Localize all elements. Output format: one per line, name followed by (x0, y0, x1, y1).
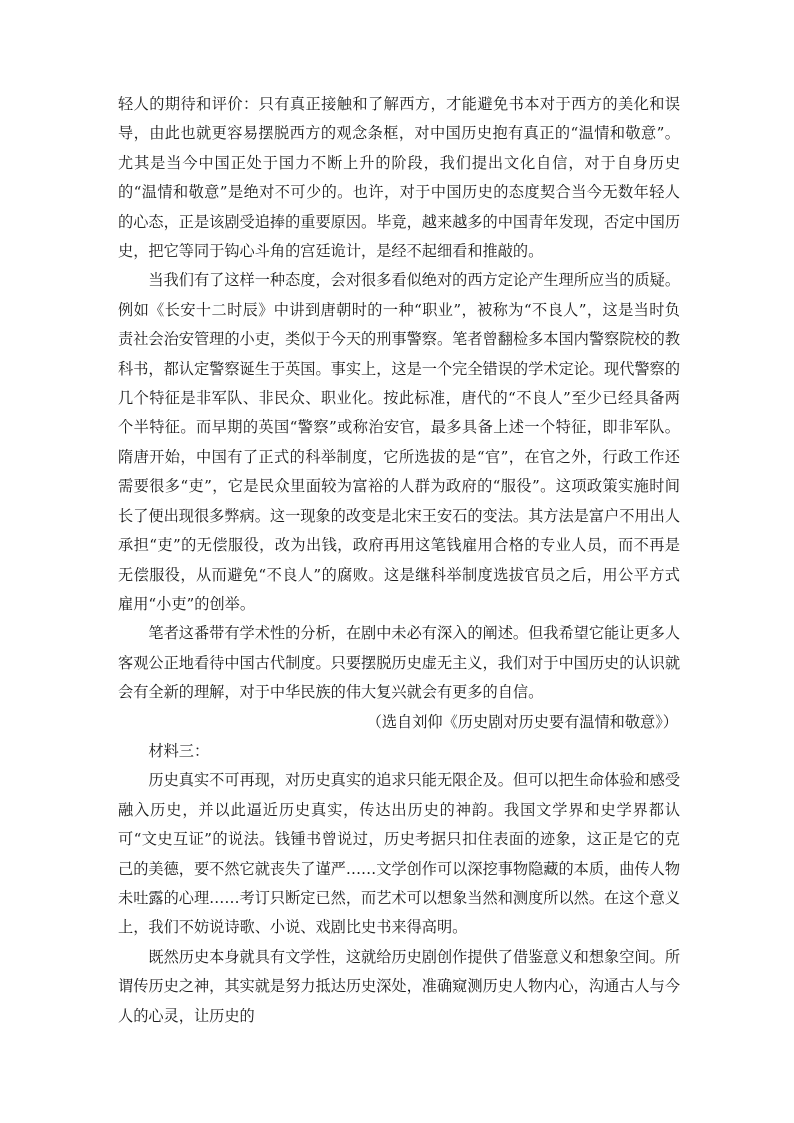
paragraph-1: 轻人的期待和评价：只有真正接触和了解西方，才能避免书本对于西方的美化和误导，由此也就更容易摆脱西方的观念条框，对中国历史抱有真正的“温情和敬意”。尤其是当今中国正处于国力不断上升的阶段，我们提出文化自信，对于自身历史的“温情和敬意”是绝对不可少的。也许，对于中国历史的态度契合当今无数年轻人的心态，正是该剧受追捧的重要原因。毕竟，越来越多的中国青年发现，否定中国历史，把它等同于钩心斗角的宫廷诡计，是经不起细看和推敲的。 (118, 95, 680, 261)
material-paragraph-1: 历史真实不可再现，对历史真实的追求只能无限企及。但可以把生命体验和感受融入历史，并以此逼近历史真实，传达出历史的神韵。我国文学界和史学界都认可“文史互证”的说法。钱锺书曾说过，历史考据只扣住表面的迹象，这正是它的克己的美德，要不然它就丧失了谨严……文学创作可以深挖事物隐藏的本质，曲传人物未吐露的心理……考订只断定已然，而艺术可以想象当然和测度所以然。在这个意义上，我们不妨说诗歌、小说、戏剧比史书来得高明。 (118, 771, 680, 937)
material-paragraph-2: 既然历史本身就具有文学性，这就给历史剧创作提供了借鉴意义和想象空间。所谓传历史之神，其实就是努力抵达历史深处，准确窥测历史人物内心，沟通古人与今人的心灵，让历史的 (118, 947, 680, 1025)
document-page (118, 90, 680, 1031)
paragraph-2: 当我们有了这样一种态度，会对很多看似绝对的西方定论产生理所应当的质疑。例如《长安十二时辰》中讲到唐朝时的一种“职业”，被称为“不良人”，这是当时负责社会治安管理的小吏，类似于今天的刑事警察。笔者曾翻检多本国内警察院校的教科书，都认定警察诞生于英国。事实上，这是一个完全错误的学术定论。现代警察的几个特征是非军队、非民众、职业化。按此标准，唐代的“不良人”至少已经具备两个半特征。而早期的英国“警察”或称治安官，最多具备上述一个特征，即非军队。隋唐开始，中国有了正式的科举制度，它所选拔的是“官”，在官之外，行政工作还需要很多“吏”，它是民众里面较为富裕的人群为政府的“服役”。这项政策实施时间长了便出现很多弊病。这一现象的改变是北宋王安石的变法。其方法是富户不用出人承担“吏”的无偿服役，改为出钱，政府再用这笔钱雇用合格的专业人员，而不再是无偿服役，从而避免“不良人”的腐败。这是继科举制度选拔官员之后，用公平方式雇用“小吏”的创举。 (118, 271, 680, 613)
source-citation: （选自刘仰《历史剧对历史要有温情和敬意》） (366, 712, 678, 731)
material-three-heading: 材料三： (148, 741, 210, 760)
paragraph-3: 笔者这番带有学术性的分析，在剧中未必有深入的阐述。但我希望它能让更多人客观公正地看待中国古代制度。只要摆脱历史虚无主义，我们对于中国历史的认识就会有全新的理解，对于中华民族的伟大复兴就会有更多的自信。 (118, 624, 680, 702)
